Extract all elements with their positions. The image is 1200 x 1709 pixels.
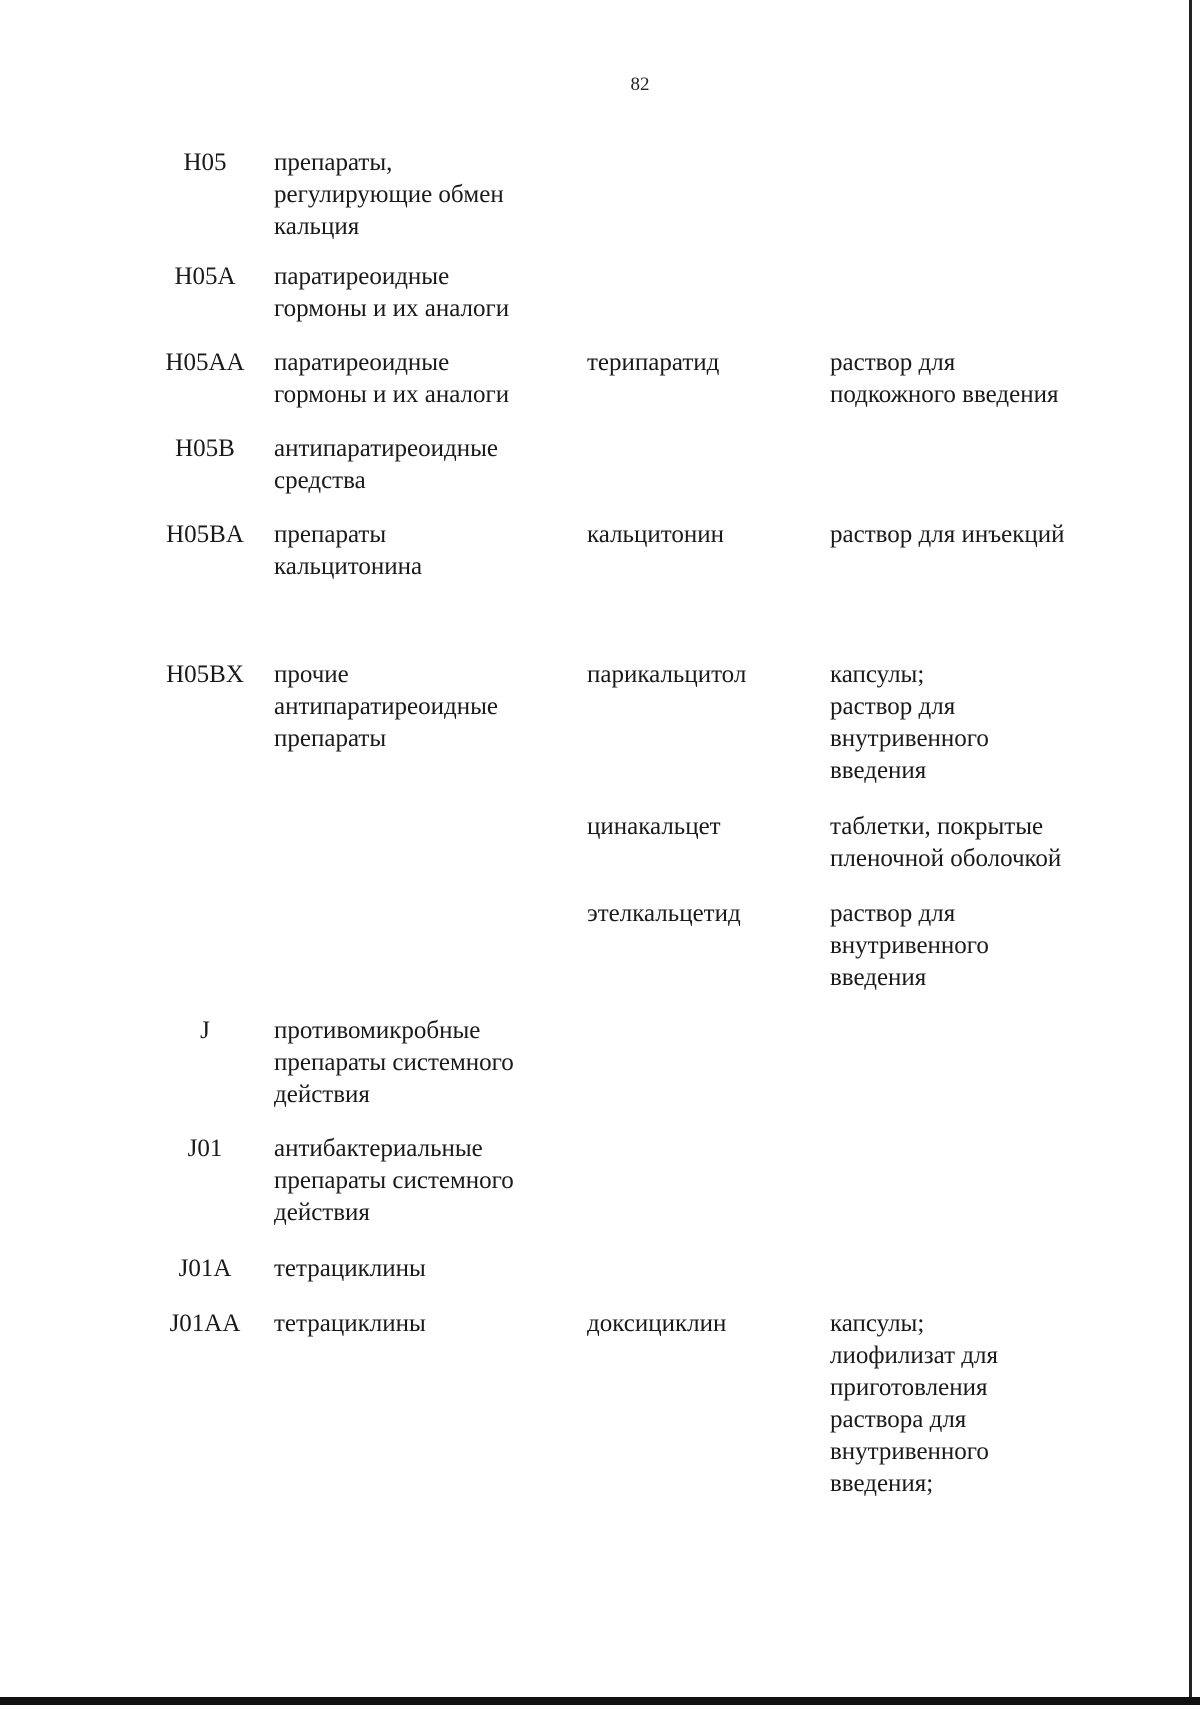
page-number: 82	[630, 74, 650, 95]
substance-name: доксициклин	[587, 1310, 727, 1337]
group-name: тетрациклины	[274, 1310, 426, 1337]
atc-code: H05BA	[166, 521, 244, 548]
atc-code: H05	[183, 149, 227, 176]
dosage-form: раствор для инъекций	[830, 521, 1065, 548]
page-edge-line	[1189, 0, 1192, 1697]
page-bottom-border	[0, 1697, 1200, 1705]
group-name: противомикробные препараты системного действия	[274, 1017, 514, 1108]
group-name: прочие антипаратиреоидные препараты	[274, 661, 498, 752]
dosage-form: таблетки, покрытые пленочной оболочкой	[830, 813, 1062, 872]
substance-name: парикальцитол	[587, 661, 747, 688]
group-name: паратиреоидные гормоны и их аналоги	[274, 263, 510, 322]
atc-code: J01A	[178, 1255, 232, 1282]
substance-name: терипаратид	[587, 349, 720, 376]
group-name: антибактериальные препараты системного действия	[274, 1135, 514, 1226]
substance-name: цинакальцет	[587, 813, 721, 840]
substance-name: кальцитонин	[587, 521, 724, 548]
atc-code: J01	[187, 1135, 223, 1162]
substance-name: этелкальцетид	[587, 900, 741, 927]
group-name: тетрациклины	[274, 1255, 426, 1282]
atc-code: H05B	[175, 435, 235, 462]
atc-code: J01AA	[169, 1310, 241, 1337]
atc-code: H05BX	[166, 661, 244, 688]
atc-code: J	[200, 1017, 210, 1044]
dosage-form: капсулы; раствор для внутривенного введения	[830, 661, 989, 784]
group-name: антипаратиреоидные средства	[274, 435, 498, 494]
atc-code: H05A	[174, 263, 236, 290]
dosage-form: капсулы; лиофилизат для приготовления раствора для внутривенного введения;	[830, 1310, 998, 1497]
group-name: препараты кальцитонина	[274, 521, 423, 580]
group-name: препараты, регулирующие обмен кальция	[274, 149, 504, 240]
dosage-form: раствор для подкожного введения	[830, 349, 1059, 408]
group-name: паратиреоидные гормоны и их аналоги	[274, 349, 510, 408]
atc-code: H05AA	[165, 349, 245, 376]
dosage-form: раствор для внутривенного введения	[830, 900, 989, 991]
